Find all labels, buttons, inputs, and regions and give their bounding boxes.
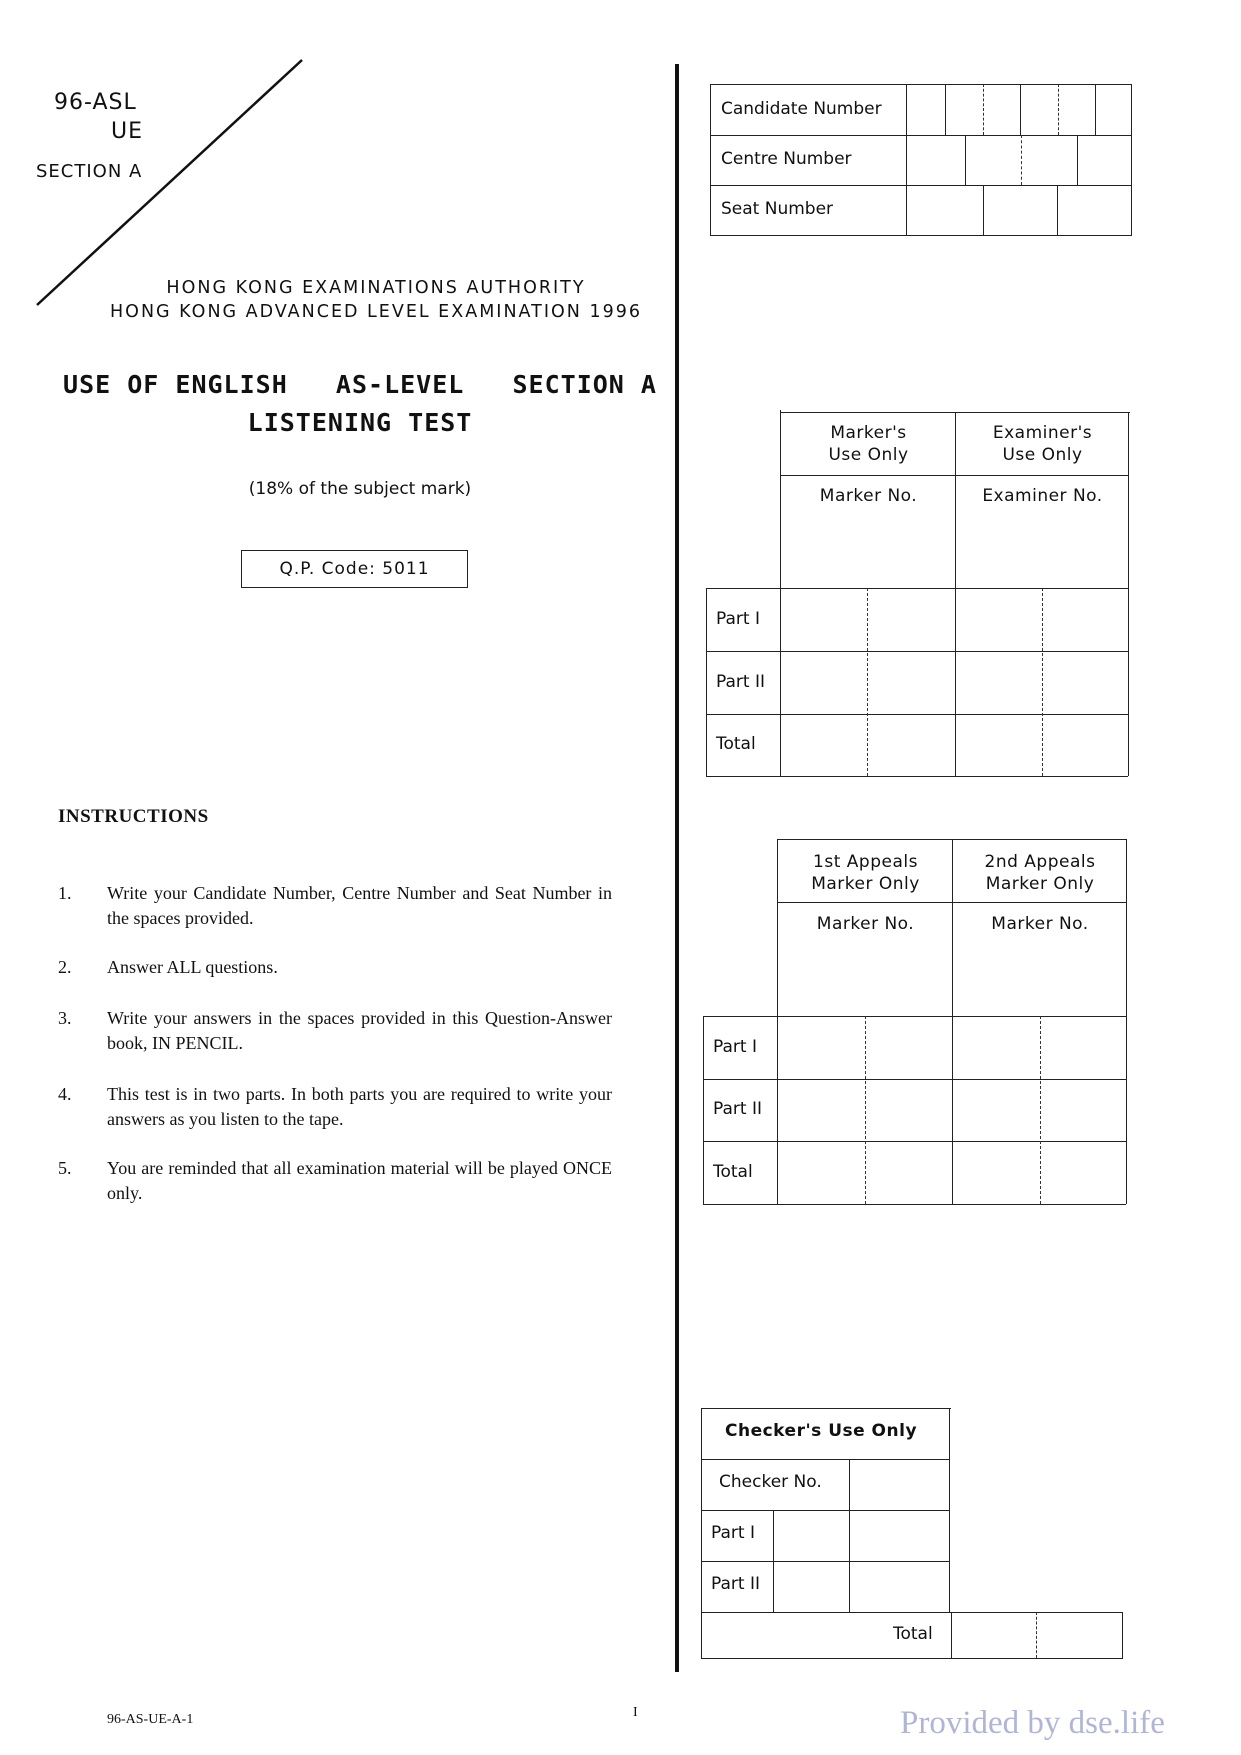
instruction-number: 5. (58, 1158, 72, 1178)
checker-no-label: Checker No. (719, 1472, 822, 1492)
subject-subtitle: LISTENING TEST (247, 408, 473, 437)
page-divider (675, 64, 679, 1672)
checker-use-only-title: Checker's Use Only (725, 1421, 918, 1441)
instruction-number: 3. (58, 1008, 72, 1028)
page-code: 96-AS-UE-A-1 (107, 1712, 194, 1727)
row-label-total: Total (713, 1162, 753, 1182)
qp-code-box: Q.P. Code: 5011 (241, 550, 468, 588)
seat-number-label: Seat Number (721, 199, 834, 219)
first-appeals-header: 1st Appeals Marker Only (811, 852, 920, 894)
paper-code: 96-ASL (54, 90, 137, 115)
examiner-use-only-header: Examiner's Use Only (992, 423, 1093, 465)
appeals-marker-no-1: Marker No. (816, 914, 915, 934)
centre-number-label: Centre Number (721, 149, 852, 169)
instruction-text: Write your answers in the spaces provided in this Question-Answer book, IN PENCIL. (107, 1008, 612, 1053)
subject-percentage: (18% of the subject mark) (248, 479, 472, 499)
second-appeals-header: 2nd Appeals Marker Only (984, 852, 1096, 894)
exam-name: HONG KONG ADVANCED LEVEL EXAMINATION 1996 (110, 302, 642, 322)
marker-no-label: Marker No. (819, 486, 918, 506)
row-label-total: Total (716, 734, 756, 754)
row-label-part-1: Part I (716, 609, 760, 629)
authority-name: HONG KONG EXAMINATIONS AUTHORITY (166, 278, 586, 298)
row-label-part-1: Part I (713, 1037, 757, 1057)
instructions-heading: INSTRUCTIONS (58, 806, 209, 827)
instruction-number: 4. (58, 1084, 72, 1104)
marker-use-only-header: Marker's Use Only (828, 423, 909, 465)
checker-part-2-label: Part II (711, 1574, 760, 1594)
appeals-marker-no-2: Marker No. (991, 914, 1089, 934)
page-mark: I (633, 1705, 638, 1720)
diagonal-strike-line (0, 0, 340, 320)
instruction-text: Answer ALL questions. (107, 957, 278, 977)
subject-title: USE OF ENGLISH AS-LEVEL SECTION A (63, 370, 657, 399)
row-label-part-2: Part II (713, 1099, 762, 1119)
source-watermark[interactable]: Provided by dse.life (900, 1705, 1165, 1741)
instruction-number: 1. (58, 883, 72, 903)
instruction-number: 2. (58, 957, 72, 977)
checker-part-1-label: Part I (711, 1523, 755, 1543)
instruction-text: You are reminded that all examination material will be played ONCE only. (107, 1158, 612, 1203)
examiner-no-label: Examiner No. (982, 486, 1103, 506)
instruction-text: This test is in two parts. In both parts you are required to write your answers as you listen to the tape. (107, 1084, 612, 1129)
section-tag: SECTION A (36, 161, 143, 182)
row-label-part-2: Part II (716, 672, 765, 692)
instruction-text: Write your Candidate Number, Centre Number and Seat Number in the spaces provided. (107, 883, 612, 928)
candidate-number-label: Candidate Number (721, 99, 882, 119)
checker-total-label: Total (893, 1624, 933, 1644)
paper-subcode: UE (111, 119, 144, 144)
